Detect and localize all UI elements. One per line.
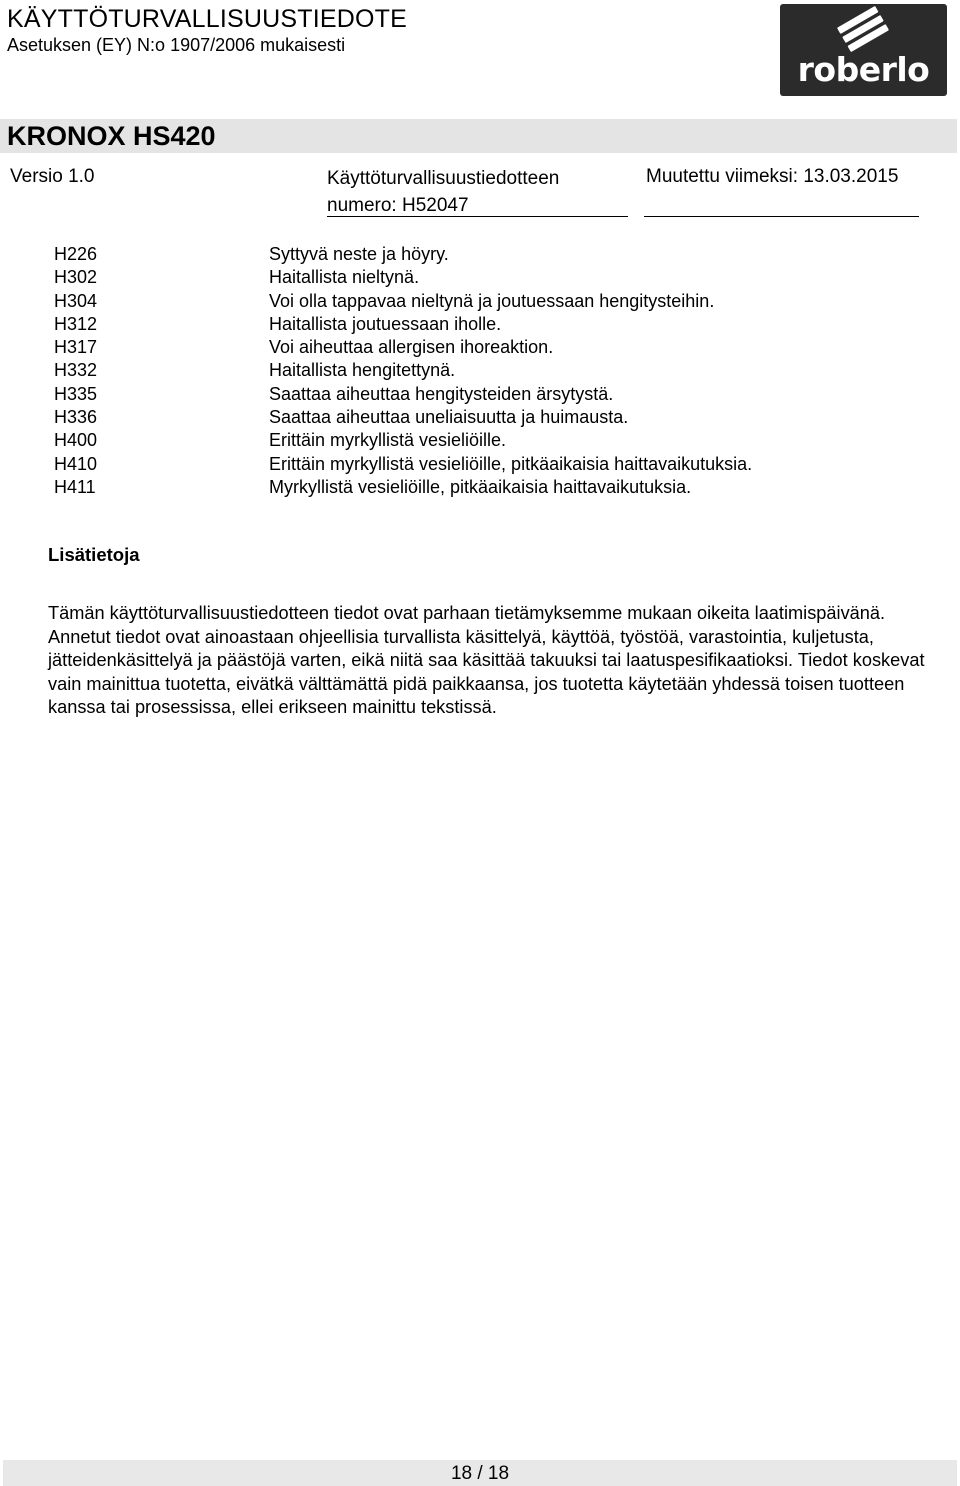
hazard-text: Haitallista hengitettynä.	[269, 360, 456, 381]
additional-info-heading: Lisätietoja	[48, 544, 140, 565]
hazard-row	[0, 290, 960, 313]
hazard-row	[0, 383, 960, 406]
hazard-text: Haitallista joutuessaan iholle.	[269, 313, 502, 334]
additional-info-body: Tämän käyttöturvallisuustiedotteen tiedot ovat parhaan tietämyksemme mukaan oikeita laatimispäivänä. Annetut tiedot ovat ainoastaan ohjeellisia turvallista käsittelyä, käyttöä, työstöä, varastointia, kuljetusta, jätteidenkäsittelyä ja päästöjä varten, eikä niitä saa käsittää takuuksi tai laatuspesifikaatioksi. Tiedot koskevat vain mainittua tuotetta, eivätkä välttämättä pidä paikkaansa, jos tuotetta käytetään yhdessä toisen tuotteen kanssa tai prosessissa, ellei erikseen mainittu tekstissä.	[48, 603, 925, 717]
hazard-row	[0, 359, 960, 382]
hazard-row	[0, 406, 960, 429]
company-logo	[780, 4, 947, 96]
hazard-code: H302	[54, 267, 98, 288]
last-modified: Muutettu viimeksi: 13.03.2015	[646, 166, 899, 187]
hazard-row	[0, 336, 960, 359]
hazard-row	[0, 476, 960, 499]
logo-wordmark: roberlo	[797, 50, 930, 89]
hazard-text: Syttyvä neste ja höyry.	[269, 244, 449, 264]
hazard-code: H304	[54, 290, 98, 311]
hazard-code: H312	[54, 313, 98, 334]
header-divider	[327, 216, 919, 217]
hazard-text: Erittäin myrkyllistä vesieliöille, pitkäaikaisia haittavaikutuksia.	[269, 453, 753, 474]
hazard-code: H411	[54, 476, 96, 497]
document-title: KÄYTTÖTURVALLISUUSTIEDOTE	[7, 5, 407, 33]
hazard-row	[0, 313, 960, 336]
hazard-code: H335	[54, 383, 98, 404]
hazard-text: Voi olla tappavaa nieltynä ja joutuessaan hengitysteihin.	[269, 290, 715, 311]
hazard-row	[0, 243, 960, 266]
hazard-row	[0, 453, 960, 476]
hazard-text: Saattaa aiheuttaa uneliaisuutta ja huimausta.	[269, 407, 629, 428]
sheet-number: Käyttöturvallisuustiedotteen numero: H52047	[327, 168, 560, 216]
hazard-text: Voi aiheuttaa allergisen ihoreaktion.	[269, 337, 554, 358]
product-name: KRONOX HS420	[7, 121, 216, 151]
hazard-text: Myrkyllistä vesieliöille, pitkäaikaisia haittavaikutuksia.	[269, 476, 692, 497]
hazard-code: H332	[54, 360, 98, 381]
page-number: 18 / 18	[450, 1463, 510, 1484]
hazard-statement-list	[0, 243, 960, 499]
hazard-text: Saattaa aiheuttaa hengitysteiden ärsytystä.	[269, 383, 614, 404]
hazard-row	[0, 429, 960, 452]
version-label: Versio 1.0	[10, 166, 95, 187]
hazard-code: H400	[54, 430, 98, 451]
hazard-code: H226	[54, 244, 98, 264]
hazard-text: Erittäin myrkyllistä vesieliöille.	[269, 430, 507, 451]
hazard-code: H410	[54, 453, 98, 474]
document-subtitle: Asetuksen (EY) N:o 1907/2006 mukaisesti	[7, 35, 346, 55]
hazard-code: H336	[54, 407, 98, 428]
hazard-row	[0, 266, 960, 289]
hazard-code: H317	[54, 337, 98, 358]
hazard-text: Haitallista nieltynä.	[269, 267, 420, 288]
